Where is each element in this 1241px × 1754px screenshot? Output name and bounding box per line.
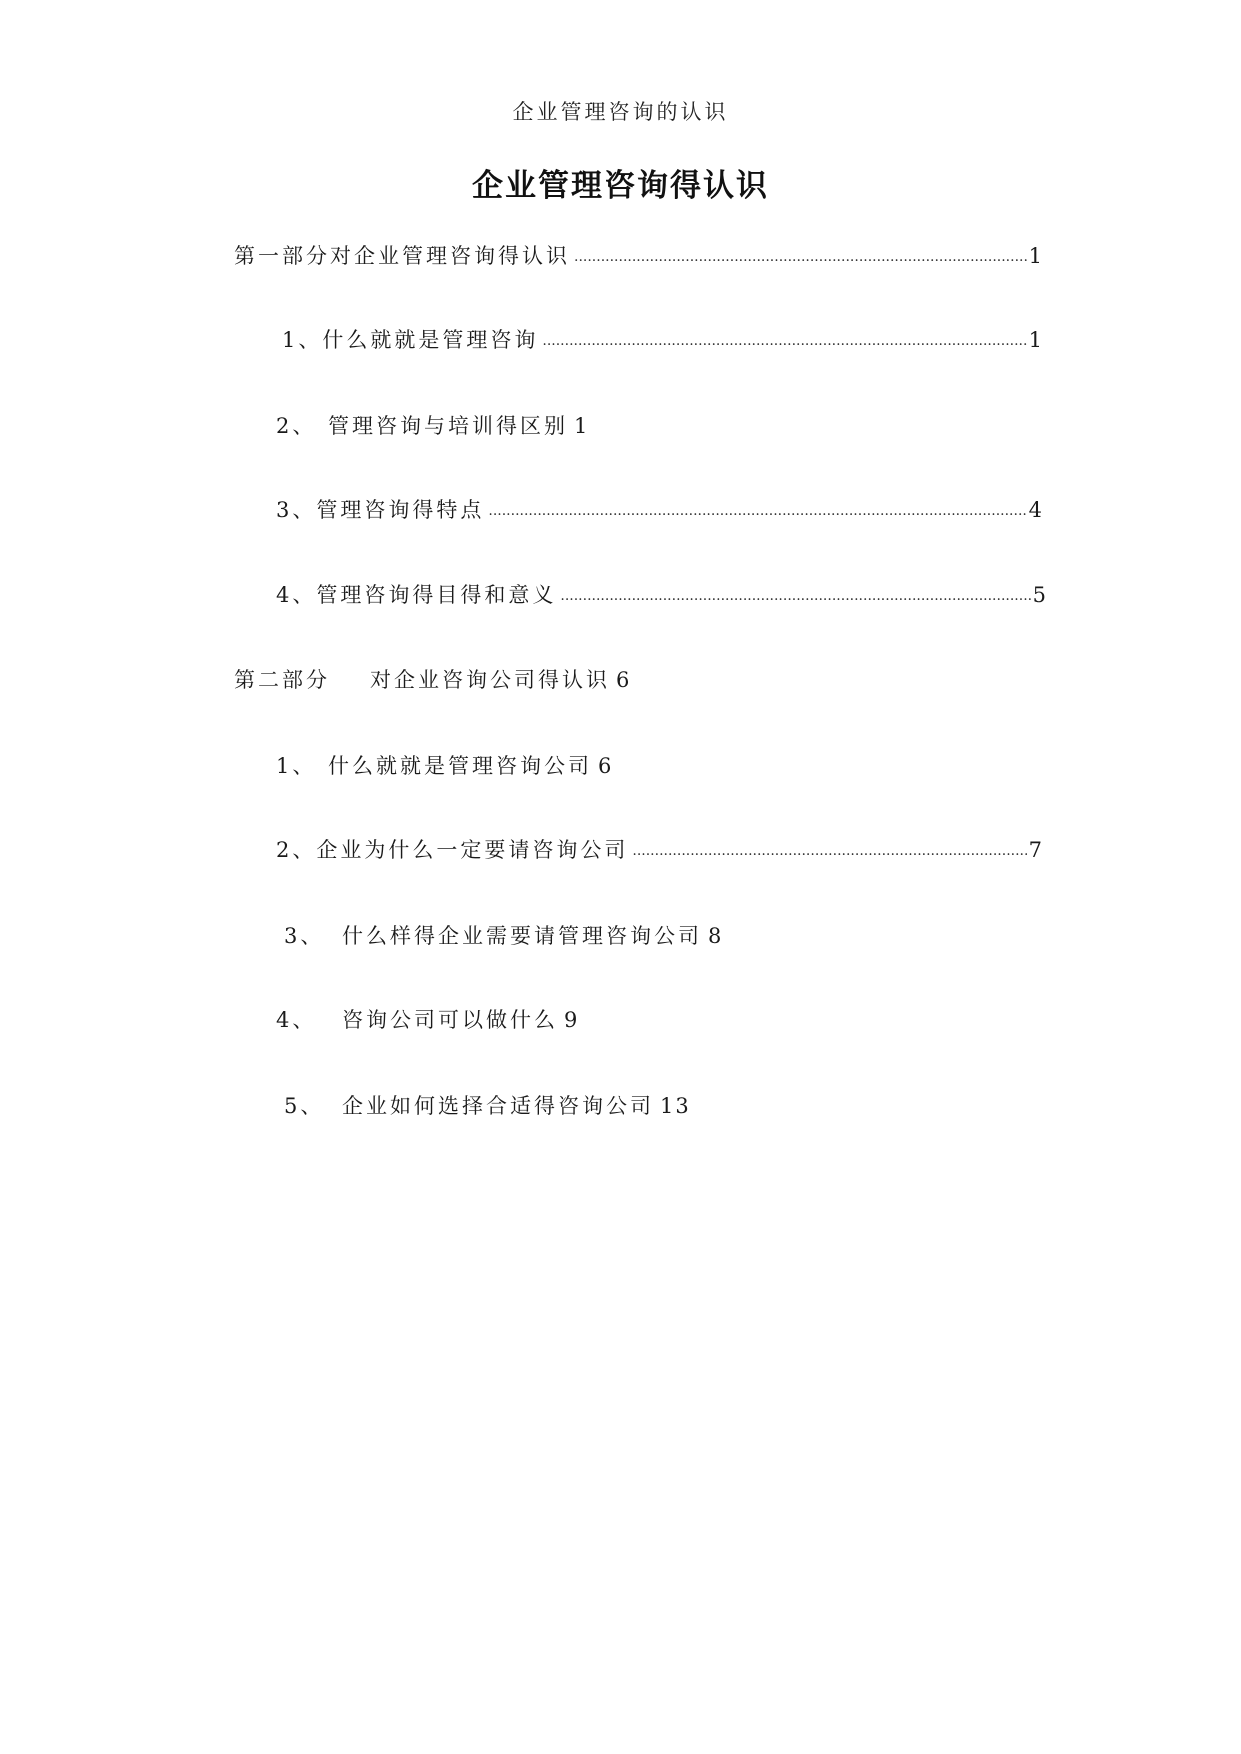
toc-item-page: 7: [1028, 838, 1042, 862]
toc-item[interactable]: [276, 1004, 1036, 1044]
toc-part-1[interactable]: [234, 240, 1042, 280]
toc-part-1-label: 对企业管理咨询得认识: [330, 244, 570, 268]
toc-leader: [632, 836, 1026, 860]
toc-item-label: 什么样得企业需要请管理咨询公司: [342, 924, 702, 948]
toc-item-label: 什么就就是管理咨询公司: [328, 754, 592, 778]
toc-item-num: 4、: [276, 1008, 317, 1032]
toc-leader: [488, 496, 1026, 520]
toc-part-1-page: 1: [1028, 244, 1042, 268]
toc-item-num: 1、: [276, 754, 317, 778]
toc-item[interactable]: [276, 410, 1036, 450]
toc-part-2-num: 第二部分: [234, 668, 330, 692]
toc-item-label: 企业为什么一定要请咨询公司: [316, 838, 629, 862]
toc-item-page: 1: [1028, 328, 1042, 352]
toc-item-num: 3、: [284, 924, 325, 948]
toc-item-num: 2、: [276, 414, 317, 438]
toc-item-num: 2、: [276, 838, 317, 862]
toc-item-page: 8: [708, 924, 724, 948]
toc-item[interactable]: [284, 1090, 1044, 1130]
toc-item-label: 管理咨询得特点: [316, 498, 485, 522]
toc-item-label: 企业如何选择合适得咨询公司: [342, 1094, 654, 1118]
toc-item[interactable]: [276, 834, 1042, 874]
toc-item-num: 1、: [282, 328, 323, 352]
toc-item-page: 1: [574, 414, 590, 438]
toc-item[interactable]: [276, 494, 1042, 534]
toc-leader: [542, 326, 1026, 350]
toc-item-label: 管理咨询与培训得区别: [328, 414, 568, 438]
toc-item[interactable]: [276, 579, 1046, 619]
toc-item-page: 5: [1032, 583, 1046, 607]
toc-part-1-num: 第一部分: [234, 244, 330, 268]
toc-item-num: 4、: [276, 583, 317, 607]
document-title: 企业管理咨询得认识: [472, 168, 769, 204]
toc-item[interactable]: [276, 750, 1036, 790]
toc-item-page: 9: [564, 1008, 580, 1032]
toc-item-num: 5、: [284, 1094, 325, 1118]
toc-part-2[interactable]: [234, 664, 1042, 704]
toc-item-label: 什么就就是管理咨询: [322, 328, 539, 352]
toc-part-2-page: 6: [616, 668, 632, 692]
toc-leader: [574, 242, 1027, 266]
toc-item-label: 管理咨询得目得和意义: [316, 583, 557, 607]
toc-item[interactable]: [282, 324, 1042, 364]
toc-item-num: 3、: [276, 498, 317, 522]
toc-item-page: 13: [660, 1094, 691, 1118]
toc-part-2-label: 对企业咨询公司得认识: [370, 668, 610, 692]
toc-item-page: 4: [1028, 498, 1042, 522]
toc-item[interactable]: [284, 920, 1044, 960]
toc-leader: [560, 581, 1030, 605]
toc-item-page: 6: [598, 754, 614, 778]
toc-item-label: 咨询公司可以做什么: [342, 1008, 558, 1032]
running-header: 企业管理咨询的认识: [512, 100, 729, 124]
